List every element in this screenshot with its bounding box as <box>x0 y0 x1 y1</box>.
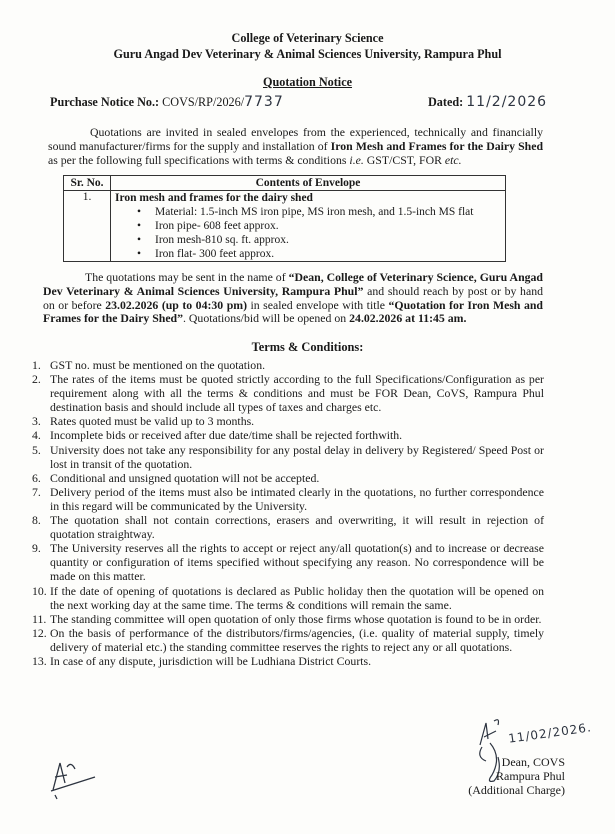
term-item <box>32 541 544 583</box>
term-text: Conditional and unsigned quotation will not be accepted. <box>50 470 320 485</box>
envelope-title: “Quotation for Iron Mesh and Frames for the Dairy Shed” <box>43 297 543 326</box>
term-item <box>32 428 544 442</box>
spec-item: • Material: 1.5-inch MS iron pipe, MS iron mesh, and 1.5-inch MS flat <box>137 205 501 219</box>
term-item <box>32 654 544 668</box>
purchase-notice-number <box>50 94 284 110</box>
dated-label: Dated: <box>428 95 464 109</box>
term-text: The standing committee will open quotation of only those firms whose quotation is found to be in order. <box>50 611 542 626</box>
term-text: In case of any dispute, jurisdiction will be Ludhiana District Courts. <box>50 653 372 668</box>
term-item <box>32 443 544 471</box>
term-item <box>32 626 544 654</box>
terms-list <box>32 358 544 668</box>
term-text: Incomplete bids or received after due date/time shall be rejected forthwith. <box>50 428 403 443</box>
term-text: On the basis of performance of the distributors/firms/agencies, (i.e. quality of material supply, timely delivery of material etc.) the standing committee reserves the rights to reject any or all quotations. <box>50 625 544 654</box>
term-item <box>32 414 544 428</box>
signatory-location: Rampura Phul <box>496 769 565 783</box>
term-text: Rates quoted must be valid up to 3 months. <box>50 414 255 429</box>
term-text: GST no. must be mentioned on the quotation. <box>50 358 266 372</box>
spec-item: • Iron pipe- 608 feet approx. <box>137 219 501 233</box>
university-name: Guru Angad Dev Veterinary & Animal Sciences University, Rampura Phul <box>113 47 502 61</box>
opening-date: 24.02.2026 at 11:45 am. <box>349 311 467 326</box>
term-number: 11. <box>32 611 47 626</box>
initials-signature-icon <box>45 755 105 800</box>
intro-item-name: Iron Mesh and Frames for the Dairy Shed <box>330 138 543 153</box>
addressee: “Dean, College of Veterinary Science, Guru Angad Dev Veterinary & Animal Sciences University, Rampura Phul” <box>43 270 543 298</box>
term-number: 12. <box>32 625 47 640</box>
term-item <box>32 513 544 541</box>
term-number: 6. <box>32 470 41 485</box>
spec-item: • Iron mesh-810 sq. ft. approx. <box>137 233 501 247</box>
institution-name: College of Veterinary Science <box>231 31 384 45</box>
purchase-notice-label: Purchase Notice No.: <box>50 95 160 109</box>
contents-cell <box>111 191 506 262</box>
signature-handwritten-date: 11/02/2026. <box>507 720 593 746</box>
signatory-title: Dean, COVS <box>501 755 565 769</box>
term-text: Delivery period of the items must also be intimated clearly in the quotations, no further correspondence in this regard will be communicated by the University. <box>50 484 544 513</box>
submission-deadline: 23.02.2026 (up to 04:30 pm) <box>105 297 248 312</box>
term-item <box>32 372 544 414</box>
submission-paragraph <box>43 271 543 326</box>
spec-item: • Iron flat- 300 feet approx. <box>137 247 501 261</box>
submission-text: and should reach by post or by hand on or before <box>43 283 543 312</box>
term-number: 9. <box>32 541 41 556</box>
notice-date <box>428 94 547 110</box>
term-number: 1. <box>32 358 41 372</box>
column-header-contents: Contents of Envelope <box>111 176 506 191</box>
column-header-sr-no: Sr. No. <box>64 176 111 191</box>
spec-list <box>115 205 501 261</box>
term-item <box>32 471 544 485</box>
signatory-block <box>455 755 565 797</box>
term-number: 5. <box>32 442 41 457</box>
term-item <box>32 358 544 372</box>
term-item <box>32 485 544 513</box>
table-row <box>64 191 506 262</box>
intro-ie: i.e. <box>349 152 364 167</box>
item-title: Iron mesh and frames for the dairy shed <box>115 192 313 204</box>
term-number: 8. <box>32 513 41 528</box>
intro-text: as per the following full specifications with terms & conditions <box>48 152 350 167</box>
term-text: University does not take any responsibility for any postal delay in delivery by Registered/ Speed Post or lost in transit of the quotation. <box>50 442 544 471</box>
table-header-row <box>64 176 506 191</box>
submission-text: . Quotations/bid will be opened on <box>183 311 350 326</box>
notice-title: Quotation Notice <box>262 75 353 89</box>
term-text: The rates of the items must be quoted strictly according to the full Specifications/Configuration as per requirement along with all the terms & conditions and must be FOR Dean, CoVS, Rampura Phul destination basis and should include all types of taxes and charges etc. <box>50 372 544 415</box>
term-item <box>32 612 544 626</box>
term-number: 4. <box>32 428 41 443</box>
term-text: If the date of opening of quotations is declared as Public holiday then the quotation will be opened on the next working day at the same time. The terms & conditions will remain the same. <box>50 583 544 612</box>
signatory-charge: (Additional Charge) <box>468 783 565 797</box>
term-number: 10. <box>32 583 47 598</box>
purchase-notice-prefix: COVS/RP/2026/ <box>162 95 245 109</box>
term-text: The University reserves all the rights to accept or reject any/all quotation(s) and to increase or decrease quantity or configuration of items specified without specifying any reason. No correspondence will be made on this matter. <box>50 541 544 584</box>
term-text: The quotation shall not contain corrections, erasers and overwriting, it will result in rejection of quotation straightway. <box>50 513 544 542</box>
sr-no-cell: 1. <box>64 191 111 262</box>
intro-text: GST/CST, FOR <box>363 152 445 167</box>
submission-text: The quotations may be sent in the name of <box>85 270 289 284</box>
intro-paragraph <box>48 126 543 167</box>
intro-etc: etc. <box>444 152 462 167</box>
term-number: 2. <box>32 372 41 387</box>
terms-title: Terms & Conditions: <box>251 340 364 354</box>
handwritten-notice-number: 7737 <box>244 94 284 110</box>
handwritten-date: 11/2/2026 <box>466 94 548 110</box>
term-number: 7. <box>32 484 41 499</box>
term-number: 13. <box>32 653 47 668</box>
term-item <box>32 584 544 612</box>
term-number: 3. <box>32 414 41 429</box>
submission-text: in sealed envelope with title <box>247 297 389 312</box>
intro-text: Quotations are invited in sealed envelopes from the experienced, technically and financially sound manufacturer/firms for the supply and installation of <box>48 125 543 153</box>
envelope-contents-table <box>63 175 506 262</box>
